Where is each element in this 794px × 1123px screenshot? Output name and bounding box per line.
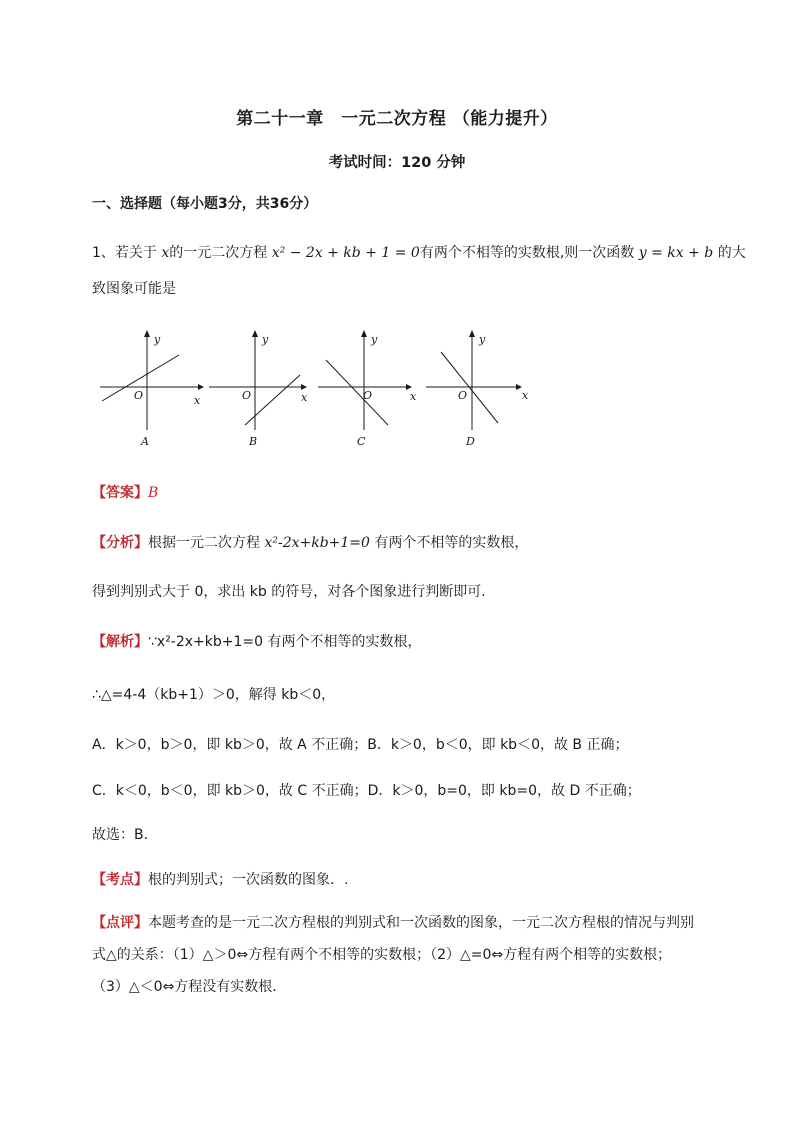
graph-d-origin: O	[458, 389, 468, 402]
graph-b	[209, 330, 308, 448]
question-text-post: 的大	[717, 245, 746, 261]
solution-text-1: ∵x²-2x+kb+1=0 有两个不相等的实数根，	[148, 634, 422, 650]
kaodian-label: 【考点】	[92, 872, 148, 888]
dianping-line-1	[92, 912, 694, 934]
graph-d	[426, 330, 529, 448]
analysis-equation: x²-2x+kb+1=0	[264, 535, 370, 551]
solution-line-4: C．k＜0，b＜0，即 kb＞0，故 C 不正确；D．k＞0，b=0，即 kb=0，故 D 不正确；	[92, 783, 641, 799]
graph-a-y-label: y	[154, 333, 161, 346]
graph-a-x-label: x	[194, 394, 201, 407]
page-title: 第二十一章 一元二次方程 （能力提升）	[236, 109, 558, 129]
graph-d-letter: D	[466, 435, 475, 448]
graph-c	[318, 330, 417, 448]
graph-d-x-label: x	[522, 389, 529, 402]
graph-c-x-label: x	[410, 390, 417, 403]
analysis-line-2: 得到判别式大于 0，求出 kb 的符号，对各个图象进行判断即可．	[92, 584, 496, 600]
question-text-mid: 的一元二次方程	[169, 245, 268, 261]
graph-a	[100, 330, 204, 448]
graph-b-y-label: y	[262, 333, 269, 346]
question-line-2: 致图象可能是	[92, 281, 176, 297]
graph-c-origin: O	[363, 389, 373, 402]
graph-b-origin: O	[242, 389, 252, 402]
section-heading: 一、选择题（每小题3分，共36分）	[92, 196, 318, 212]
question-number: 1、	[92, 245, 115, 261]
graph-a-letter: A	[141, 435, 149, 448]
analysis-line-1	[92, 532, 528, 554]
graph-c-letter: C	[357, 435, 366, 448]
graph-b-letter: B	[249, 435, 258, 448]
graphs-svg	[92, 325, 542, 450]
graph-d-y-label: y	[479, 333, 486, 346]
solution-line-2: ∴△=4-4（kb+1）＞0，解得 kb＜0，	[92, 687, 336, 703]
analysis-text-post: 有两个不相等的实数根，	[369, 535, 529, 551]
graph-b-x-label: x	[301, 391, 308, 404]
exam-time: 考试时间：120 分钟	[328, 155, 466, 171]
dianping-label: 【点评】	[92, 915, 148, 931]
kaodian-line	[92, 869, 348, 891]
question-text-mid2: 有两个不相等的实数根,则一次函数	[419, 245, 635, 261]
solution-label: 【解析】	[92, 634, 148, 650]
solution-line-1	[92, 631, 422, 653]
dianping-line-2: 式△的关系：（1）△＞0⇔方程有两个不相等的实数根；（2）△=0⇔方程有两个相等的实数根；	[92, 947, 672, 963]
question-var-x: x	[161, 245, 170, 261]
question-line-1	[92, 242, 746, 264]
kaodian-text: 根的判别式；一次函数的图象．.	[148, 872, 349, 888]
answer-value: B	[148, 485, 159, 501]
question-equation: x² − 2x + kb + 1 = 0	[271, 245, 420, 261]
graph-a-origin: O	[134, 389, 144, 402]
answer-label: 【答案】	[92, 485, 148, 501]
analysis-text-pre: 根据一元二次方程	[148, 535, 265, 551]
question-text-pre: 若关于	[114, 245, 157, 261]
answer-line	[92, 482, 158, 504]
graph-c-y-label: y	[371, 333, 378, 346]
option-graphs	[92, 325, 542, 454]
dianping-text-1: 本题考查的是一元二次方程根的判别式和一次函数的图象，一元二次方程根的情况与判别	[148, 915, 694, 931]
solution-line-3: A．k＞0，b＞0，即 kb＞0，故 A 不正确；B．k＞0，b＜0，即 kb＜0，故 B 正确；	[92, 737, 629, 753]
dianping-line-3: （3）△＜0⇔方程没有实数根．	[92, 979, 287, 995]
solution-line-5: 故选：B．	[92, 827, 158, 843]
question-function: y = kx + b	[638, 245, 714, 261]
analysis-label: 【分析】	[92, 535, 148, 551]
